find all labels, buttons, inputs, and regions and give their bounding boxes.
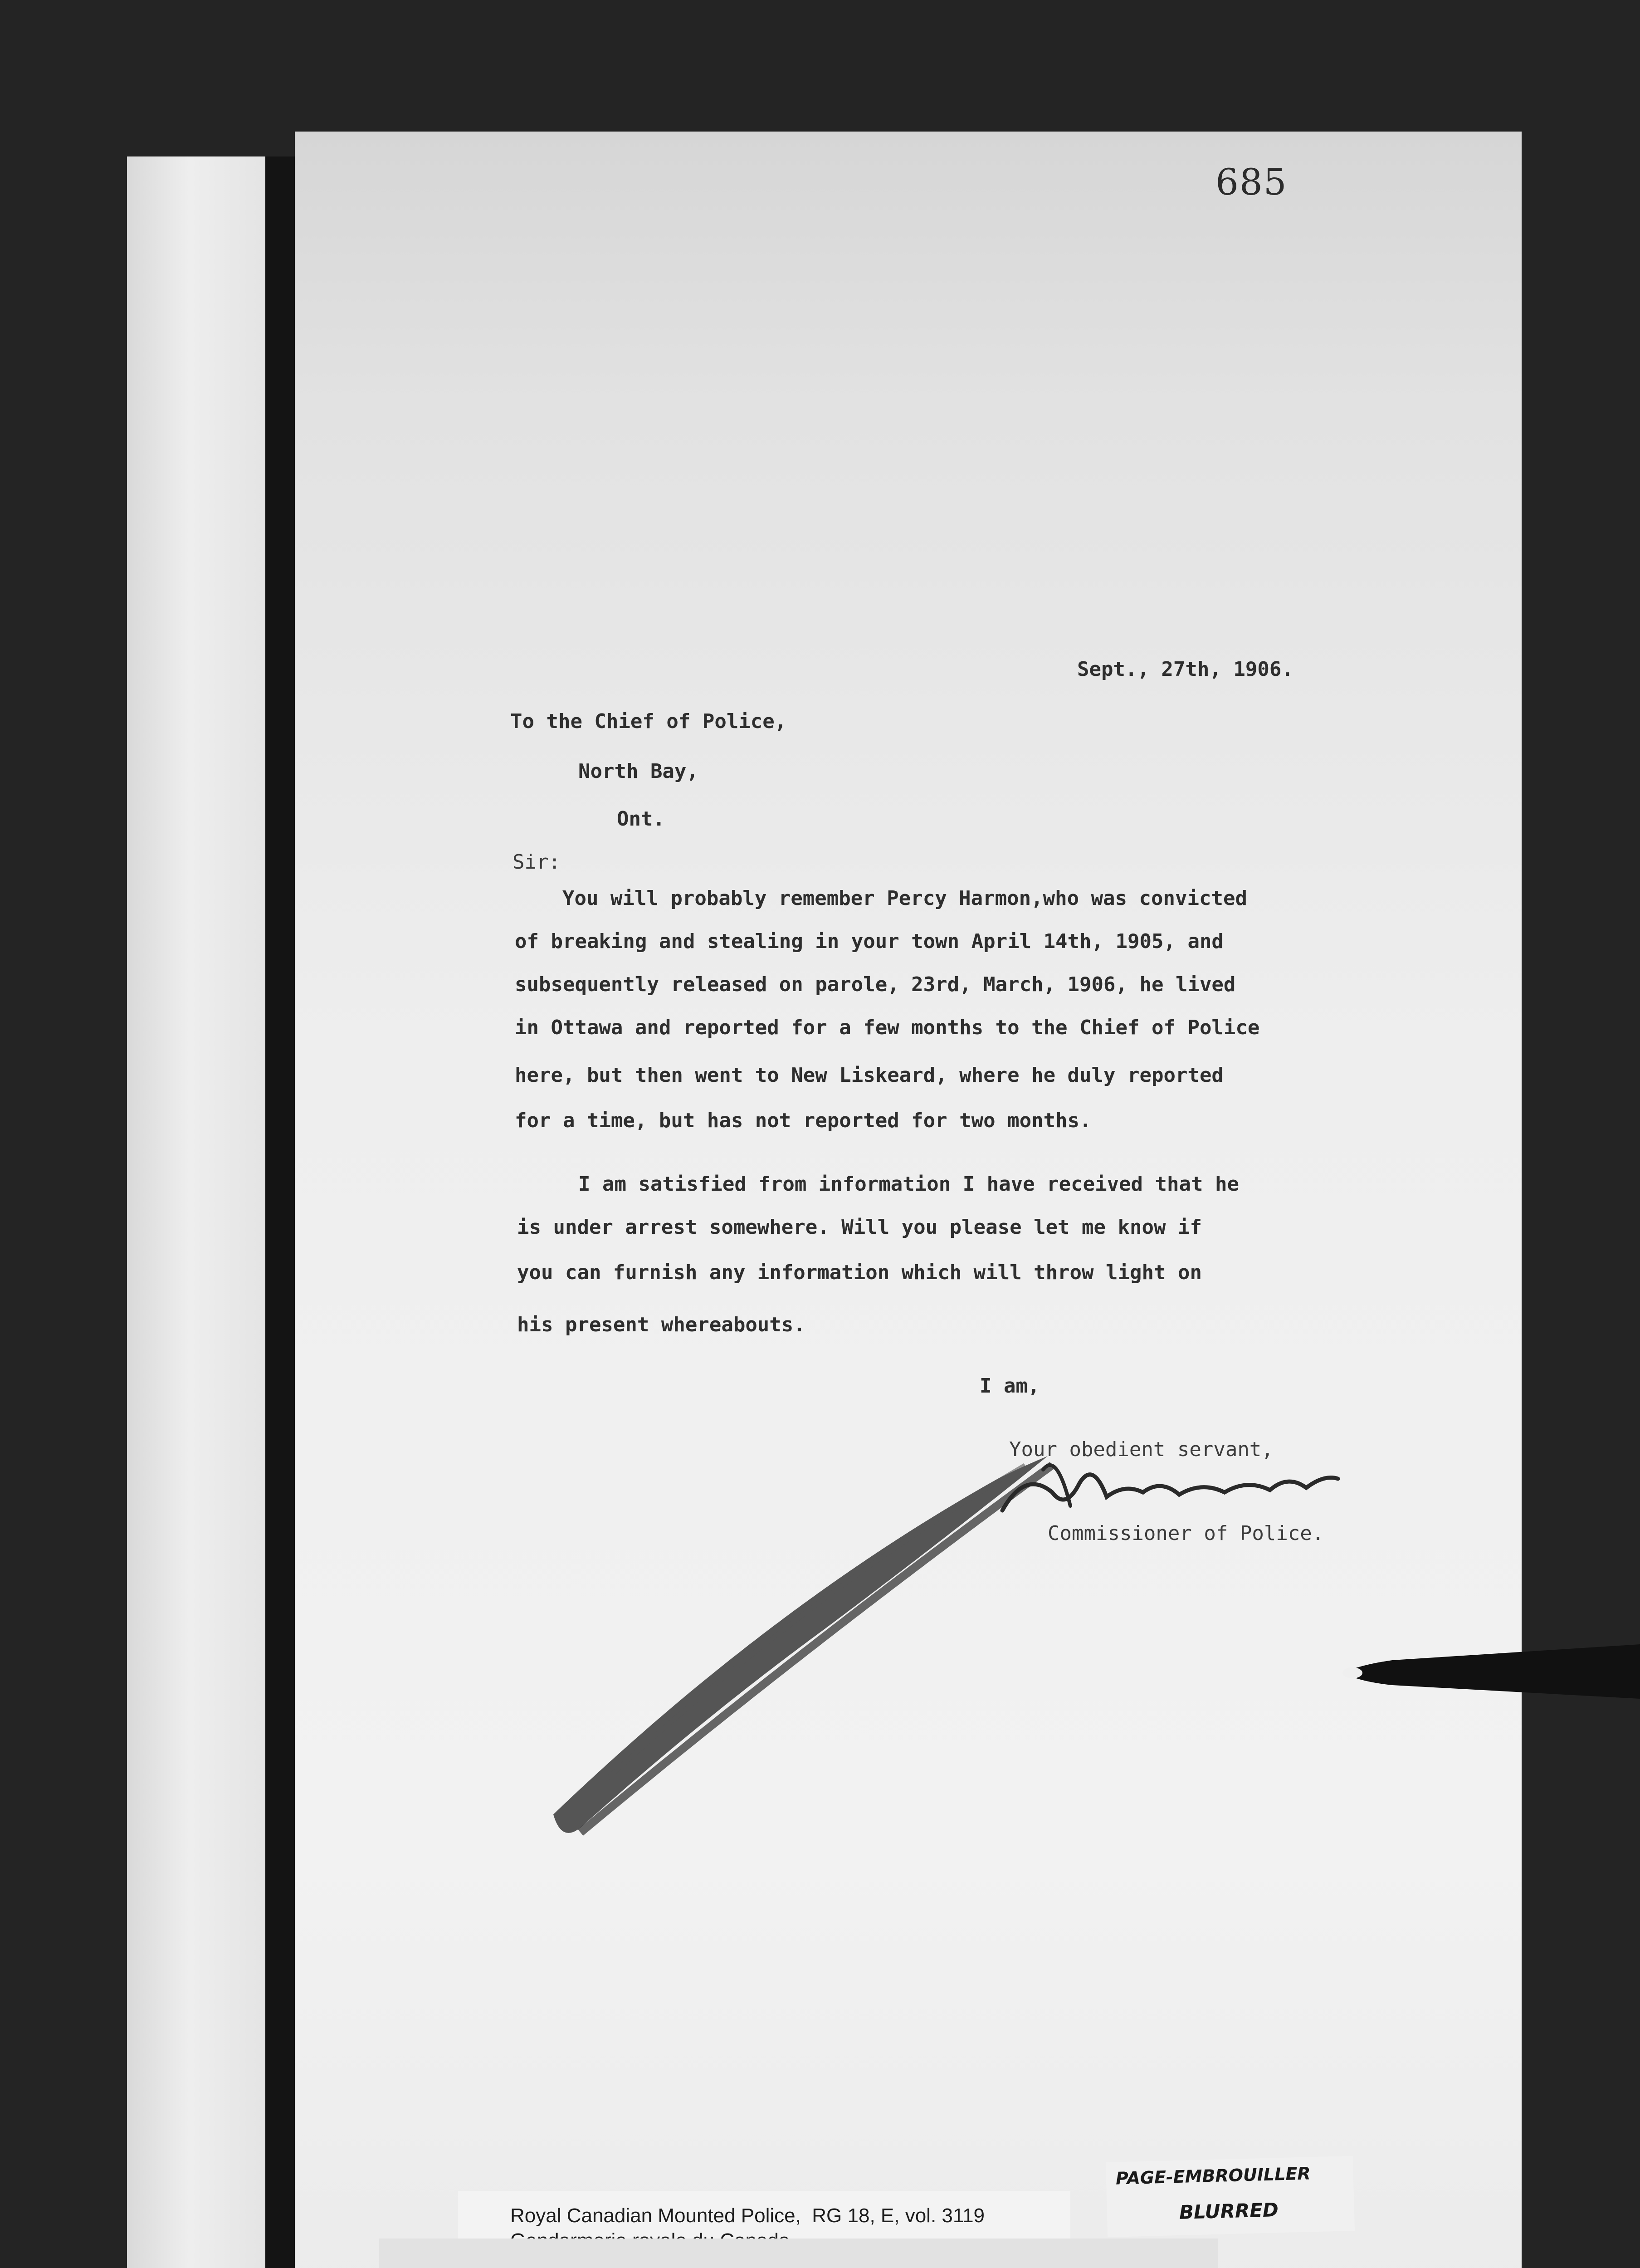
recipient-line-2: North Bay, bbox=[578, 760, 698, 783]
letter-sheet bbox=[295, 132, 1522, 2268]
paragraph2-line-2: is under arrest somewhere. Will you please let me know if bbox=[517, 1216, 1202, 1239]
paragraph2-line-4: his present whereabouts. bbox=[517, 1313, 805, 1336]
recipient-line-3: Ont. bbox=[617, 807, 665, 831]
pen-icon bbox=[1342, 1642, 1640, 1701]
closing-line-2: Your obedient servant, bbox=[1009, 1438, 1274, 1461]
binder-spine bbox=[265, 156, 297, 2268]
note-line-2: BLURRED bbox=[1179, 2199, 1279, 2224]
paragraph1-line-1: You will probably remember Percy Harmon,who was convicted bbox=[562, 887, 1247, 910]
signature-title: Commissioner of Police. bbox=[1048, 1522, 1324, 1545]
salutation: Sir: bbox=[512, 850, 561, 874]
note-line-1: PAGE-EMBROUILLER bbox=[1115, 2163, 1311, 2189]
pencil-strike-marks bbox=[544, 1415, 1361, 1846]
paragraph2-line-1: I am satisfied from information I have received that he bbox=[578, 1173, 1239, 1196]
left-facing-page bbox=[127, 156, 265, 2268]
archive-slip-line-1: Royal Canadian Mounted Police, RG 18, E, vol. 3119 bbox=[510, 2204, 985, 2227]
paragraph1-line-4: in Ottawa and reported for a few months to the Chief of Police bbox=[515, 1016, 1260, 1039]
paragraph1-line-3: subsequently released on parole, 23rd, March, 1906, he lived bbox=[515, 973, 1236, 996]
paragraph1-line-6: for a time, but has not reported for two months. bbox=[515, 1109, 1092, 1132]
paragraph1-line-2: of breaking and stealing in your town April 14th, 1905, and bbox=[515, 930, 1224, 953]
paragraph2-line-3: you can furnish any information which will throw light on bbox=[517, 1261, 1202, 1284]
archive-stamp-card bbox=[379, 2239, 1218, 2268]
letter-date: Sept., 27th, 1906. bbox=[1077, 658, 1293, 681]
recipient-line-1: To the Chief of Police, bbox=[510, 710, 787, 733]
closing-line-1: I am, bbox=[980, 1374, 1040, 1398]
paragraph1-line-5: here, but then went to New Liskeard, where he duly reported bbox=[515, 1064, 1224, 1087]
page-number: 685 bbox=[1215, 161, 1288, 203]
